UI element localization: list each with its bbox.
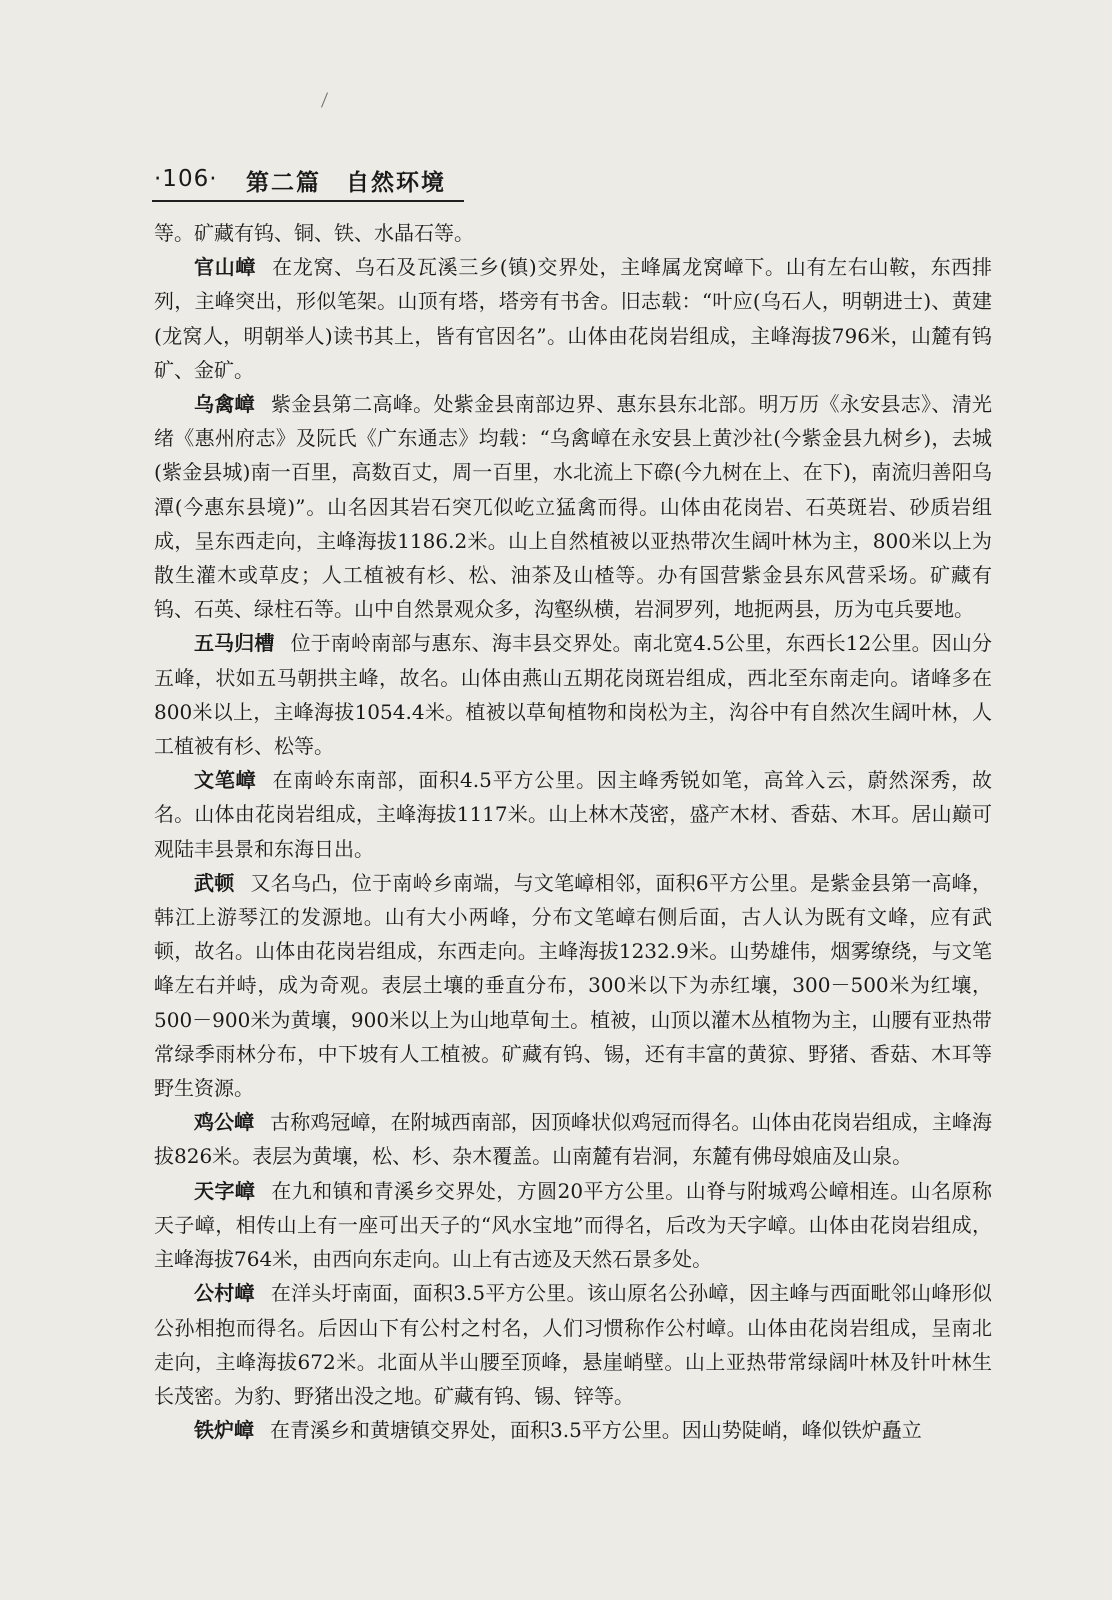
entry-text: 紫金县第二高峰。处紫金县南部边界、惠东县东北部。明万历《永安县志》、清光绪《惠州府志》及阮氏《广东通志》均载：“乌禽嶂在永安县上黄沙社(今紫金县九树乡)，去城(紫金县城)南一百里，高数百丈，周一百里，水北流上下磜(今九树在上、在下)，南流归善阳乌潭(今惠东县境)”。山名因其岩石突兀似屹立猛禽而得。山体由花岗岩、石英斑岩、砂质岩组成，呈东西走向，主峰海拔1186.2米。山上自然植被以亚热带次生阔叶林为主，800米以上为散生灌木或草皮；人工植被有杉、松、油茶及山楂等。办有国营紫金县东风营采场。矿藏有钨、石英、绿柱石等。山中自然景观众多，沟壑纵横，岩洞罗列，地扼两县，历为屯兵要地。 [154, 392, 993, 622]
entry-text: 位于南岭南部与惠东、海丰县交界处。南北宽4.5公里，东西长12公里。因山分五峰，状如五马朝拱主峰，故名。山体由燕山五期花岗斑岩组成，西北至东南走向。诸峰多在800米以上，主峰海拔1054.4米。植被以草甸植物和岗松为主，沟谷中有自然次生阔叶林，人工植被有杉、松等。 [154, 631, 992, 759]
entry-term: 文笔嶂 [194, 768, 257, 793]
entry-tianzizhang [154, 1174, 992, 1277]
part-title: 第二篇 自然环境 [246, 170, 446, 196]
entry-wudun [154, 866, 992, 1105]
entry-guanshanzhang [154, 250, 992, 387]
entry-text: 在龙窝、乌石及瓦溪三乡(镇)交界处，主峰属龙窝嶂下。山有左右山鞍，东西排列，主峰突出，形似笔架。山顶有塔，塔旁有书舍。旧志载：“叶应(乌石人，明朝进士)、黄建(龙窝人，明朝举人)读书其上，皆有官因名”。山体由花岗岩组成，主峰海拔796米，山麓有钨矿、金矿。 [154, 255, 993, 382]
paragraph-text: 等。矿藏有钨、铜、铁、水晶石等。 [154, 221, 474, 245]
entry-term: 官山嶂 [194, 255, 257, 280]
entry-text: 在洋头圩南面，面积3.5平方公里。该山原名公孙嶂，因主峰与西面毗邻山峰形似公孙相抱而得名。后因山下有公村之村名，人们习惯称作公村嶂。山体由花岗岩组成，呈南北走向，主峰海拔672米。北面从半山腰至顶峰，悬崖峭壁。山上亚热带常绿阔叶林及针叶林生长茂密。为豹、野猪出没之地。矿藏有钨、锡、锌等。 [154, 1281, 992, 1408]
entry-text: 在南岭东南部，面积4.5平方公里。因主峰秀锐如笔，高耸入云，蔚然深秀，故名。山体由花岗岩组成，主峰海拔1117米。山上林木茂密，盛产木材、香菇、木耳。居山巅可观陆丰县景和东海日出。 [154, 768, 992, 861]
scan-mark [321, 92, 328, 107]
entry-term: 鸡公嶂 [194, 1110, 255, 1135]
running-head [152, 164, 464, 202]
entry-wenbizhang [154, 763, 992, 866]
entry-text: 在青溪乡和黄塘镇交界处，面积3.5平方公里。因山势陡峭，峰似铁炉矗立 [270, 1418, 922, 1443]
entry-term: 公村嶂 [194, 1281, 255, 1306]
entry-jigongzhang [154, 1105, 992, 1173]
entry-gongcunzhang [154, 1276, 992, 1413]
entry-wuqinzhang [154, 387, 992, 626]
entry-term: 乌禽嶂 [194, 392, 255, 417]
entry-term: 五马归槽 [194, 631, 275, 656]
body-text [154, 216, 992, 1447]
paragraph-continuation [154, 216, 992, 250]
entry-term: 铁炉嶂 [194, 1418, 254, 1443]
entry-tieluzhang [154, 1413, 992, 1447]
entry-text: 又名乌凸，位于南岭乡南端，与文笔嶂相邻，面积6平方公里。是紫金县第一高峰，韩江上游琴江的发源地。山有大小两峰，分布文笔嶂右侧后面，古人认为既有文峰，应有武顿，故名。山体由花岗岩组成，东西走向。主峰海拔1232.9米。山势雄伟，烟雾缭绕，与文笔峰左右并峙，成为奇观。表层土壤的垂直分布，300米以下为赤红壤，300－500米为红壤，500－900米为黄壤，900米以上为山地草甸土。植被，山顶以灌木丛植物为主，山腰有亚热带常绿季雨林分布，中下坡有人工植被。矿藏有钨、锡，还有丰富的黄猄、野猪、香菇、木耳等野生资源。 [154, 870, 993, 1101]
entry-text: 在九和镇和青溪乡交界处，方圆20平方公里。山脊与附城鸡公嶂相连。山名原称天子嶂，相传山上有一座可出天子的“风水宝地”而得名，后改为天字嶂。山体由花岗岩组成，主峰海拔764米，由西向东走向。山上有古迹及天然石景多处。 [154, 1178, 992, 1272]
entry-text: 古称鸡冠嶂，在附城西南部，因顶峰状似鸡冠而得名。山体由花岗岩组成，主峰海拔826米。表层为黄壤，松、杉、杂木覆盖。山南麓有岩洞，东麓有佛母娘庙及山泉。 [154, 1110, 993, 1169]
page-number: ·106· [154, 166, 218, 192]
entry-wumaguicao [154, 626, 992, 763]
entry-term: 武顿 [194, 870, 235, 895]
entry-term: 天字嶂 [194, 1178, 256, 1203]
